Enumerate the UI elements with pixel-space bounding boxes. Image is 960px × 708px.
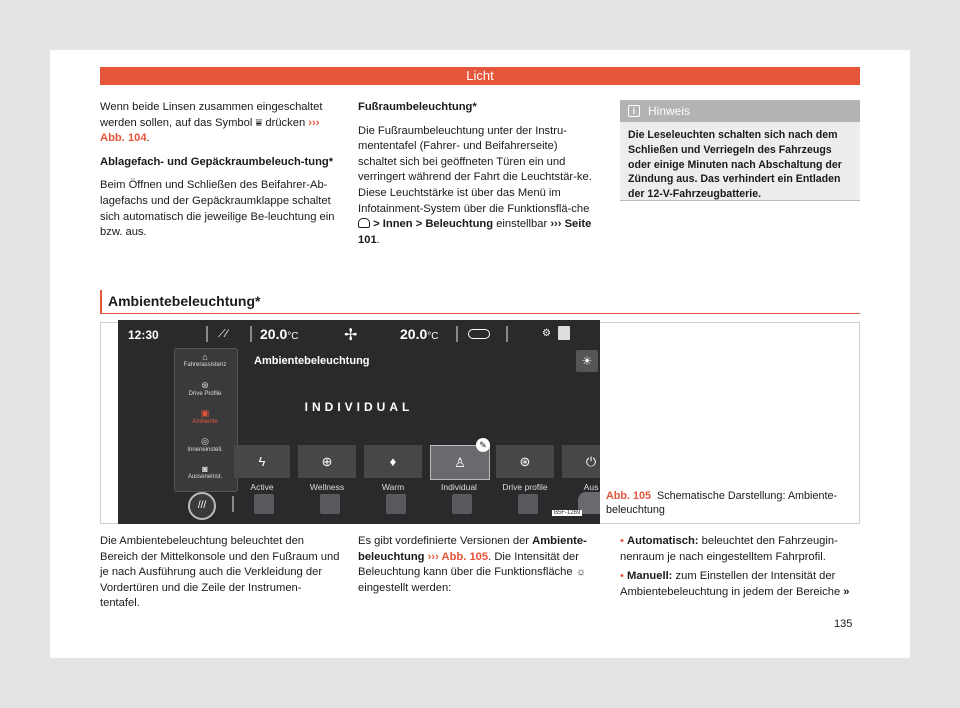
tile-active[interactable] <box>234 445 290 478</box>
list-item: • Automatisch: beleuchtet den Fahrzeugin-nenraum je nach eingestelltem Fahrprofil. <box>620 535 838 563</box>
sidebar-item-exterior[interactable]: ◙ Ausseneinst. <box>176 464 234 480</box>
bullet-list <box>620 534 860 600</box>
temp-left[interactable]: 20.0°C <box>260 326 299 342</box>
note-text: Die Leseleuchten schalten sich nach dem Schließen und Verriegeln des Fahrzeugs oder einige Minuten nach Abschaltung der Zündung aus. Das verhindert ein Entladen der 12-V-Fahrzeugbatterie. <box>628 129 842 201</box>
reference-link[interactable]: ››› Abb. 105 <box>427 550 489 563</box>
phone-icon[interactable] <box>386 494 406 514</box>
note-header: i Hinweis <box>620 100 860 122</box>
lightning-icon: ϟ <box>258 454 266 469</box>
temp-right[interactable]: 20.0°C <box>400 326 439 342</box>
tile-label: Warm <box>381 482 405 492</box>
paragraph-glovebox: Beim Öffnen und Schließen des Beifahrer-Ab-lagefachs und der Gepäckraumklappe schaltet sich automatisch die jeweilige Be-leuchtung ein bzw. aus. <box>100 179 335 239</box>
person-icon: ♙ <box>454 455 466 470</box>
steering-icon: ⊛ <box>519 454 531 469</box>
heading-footwell: Fußraumbeleuchtung* <box>358 101 477 113</box>
car-icon <box>358 218 370 228</box>
paragraph-lenses: Wenn beide Linsen zusammen eingeschaltet werden sollen, auf das Symbol ⩸ drücken ››› Abb. 104. <box>100 101 323 145</box>
screen-title: Ambientebeleuchtung <box>254 355 370 367</box>
ambient-icon: ▣ <box>200 408 210 418</box>
column-left <box>100 100 340 249</box>
tile-wellness[interactable] <box>298 445 356 478</box>
continue-marker: » <box>843 585 850 598</box>
flame-icon: ♦ <box>389 454 397 469</box>
info-icon: i <box>628 105 640 117</box>
tile-label: Drive profile <box>502 482 548 492</box>
seat-icon[interactable]: ⚙ <box>542 328 551 339</box>
sidebar-item-interior[interactable]: ◎ Inneneinstell. <box>176 436 234 453</box>
tile-label: Aus <box>583 482 599 492</box>
tile-drive-profile[interactable] <box>496 445 554 478</box>
figure-caption: Abb. 105 Schematische Darstellung: Ambiente-beleuchtung <box>606 490 838 516</box>
reference-link[interactable]: ››› Seite 101 <box>358 218 592 246</box>
exterior-icon: ◙ <box>202 464 208 474</box>
heading-glovebox: Ablagefach- und Gepäckraumbeleuch-tung* <box>100 155 334 168</box>
brightness-icon: ☼ <box>575 566 586 579</box>
connect-icon[interactable] <box>518 494 538 514</box>
edit-icon[interactable]: ✎ <box>476 438 490 452</box>
paragraph-intro: Die Ambientebeleuchtung beleuchtet den Bereich der Mittelkonsole und den Fußraum und je nach Ausführung auch die Verkleidung der Vordertüren und die Zeile der Instrumen-tentafel. <box>100 535 340 610</box>
column-middle <box>358 100 598 256</box>
tile-label: Individual <box>441 482 477 492</box>
seat-heat-icon[interactable]: ⟋⁄ <box>218 328 228 340</box>
infotainment-screenshot <box>118 320 600 524</box>
settings-icon[interactable] <box>254 494 274 514</box>
menu-icon[interactable] <box>558 326 570 340</box>
profile-mode-label: INDIVIDUAL <box>304 400 414 414</box>
play-icon[interactable] <box>320 494 340 514</box>
manual-page <box>50 50 910 658</box>
reference-link[interactable]: ››› Abb. 104 <box>100 116 320 145</box>
fan-icon[interactable]: ✢ <box>344 327 358 344</box>
steering-icon: ⊛ <box>201 380 209 390</box>
assist-icon: ⌂ <box>202 352 208 362</box>
page-number: 135 <box>834 618 853 630</box>
note-box <box>620 100 860 201</box>
chapter-header: Licht <box>100 67 860 85</box>
paragraph-footwell: Die Fußraumbeleuchtung unter der Instru-mententafel (Fahrer- und Beifahrerseite) schaltet sich bei geöffneten Türen ein und verringert während der Fahrt die Leuchtstär-ke. Diese Leuchtstärke ist über das Menü im Infotainment-System über die Funktionsflä-che > Innen > Beleuchtung einstellbar ››› Seite 101. <box>358 124 592 246</box>
brightness-icon[interactable]: ☀ <box>576 350 598 372</box>
divider <box>232 496 234 512</box>
divider <box>250 326 252 342</box>
divider <box>206 326 208 342</box>
wellness-icon: ⊕ <box>321 454 333 469</box>
sidebar-item-ambiente[interactable]: ▣ Ambiente <box>176 408 234 425</box>
list-item: • Manuell: zum Einstellen der Intensität der Ambientebeleuchtung in jedem der Bereiche » <box>620 570 850 598</box>
car-air-icon[interactable] <box>468 329 490 339</box>
sidebar-item-assist[interactable]: ⌂ Fahrerassistenz <box>176 352 234 368</box>
tile-off[interactable] <box>562 445 600 478</box>
sidebar-item-profile[interactable]: ⊛ Drive Profile <box>176 380 234 397</box>
power-icon: ⏻ <box>585 454 597 469</box>
tile-label: Wellness <box>309 482 345 492</box>
app-icon[interactable] <box>452 494 472 514</box>
paragraph-versions: Es gibt vordefinierte Versionen der Ambiente-beleuchtung ››› Abb. 105. Die Intensität der Beleuchtung kann über die Funktionsfläche ☼ eingestellt werden: <box>358 535 587 594</box>
figure-code: B5F-1269 <box>554 510 581 516</box>
tile-label: Active <box>250 482 274 492</box>
interior-icon: ◎ <box>201 436 209 446</box>
tile-warm[interactable] <box>364 445 422 478</box>
defrost-icon[interactable]: /// <box>188 492 216 520</box>
divider <box>506 326 508 342</box>
clock: 12:30 <box>128 328 159 342</box>
section-title: Ambientebeleuchtung* <box>100 290 860 314</box>
divider <box>456 326 458 342</box>
